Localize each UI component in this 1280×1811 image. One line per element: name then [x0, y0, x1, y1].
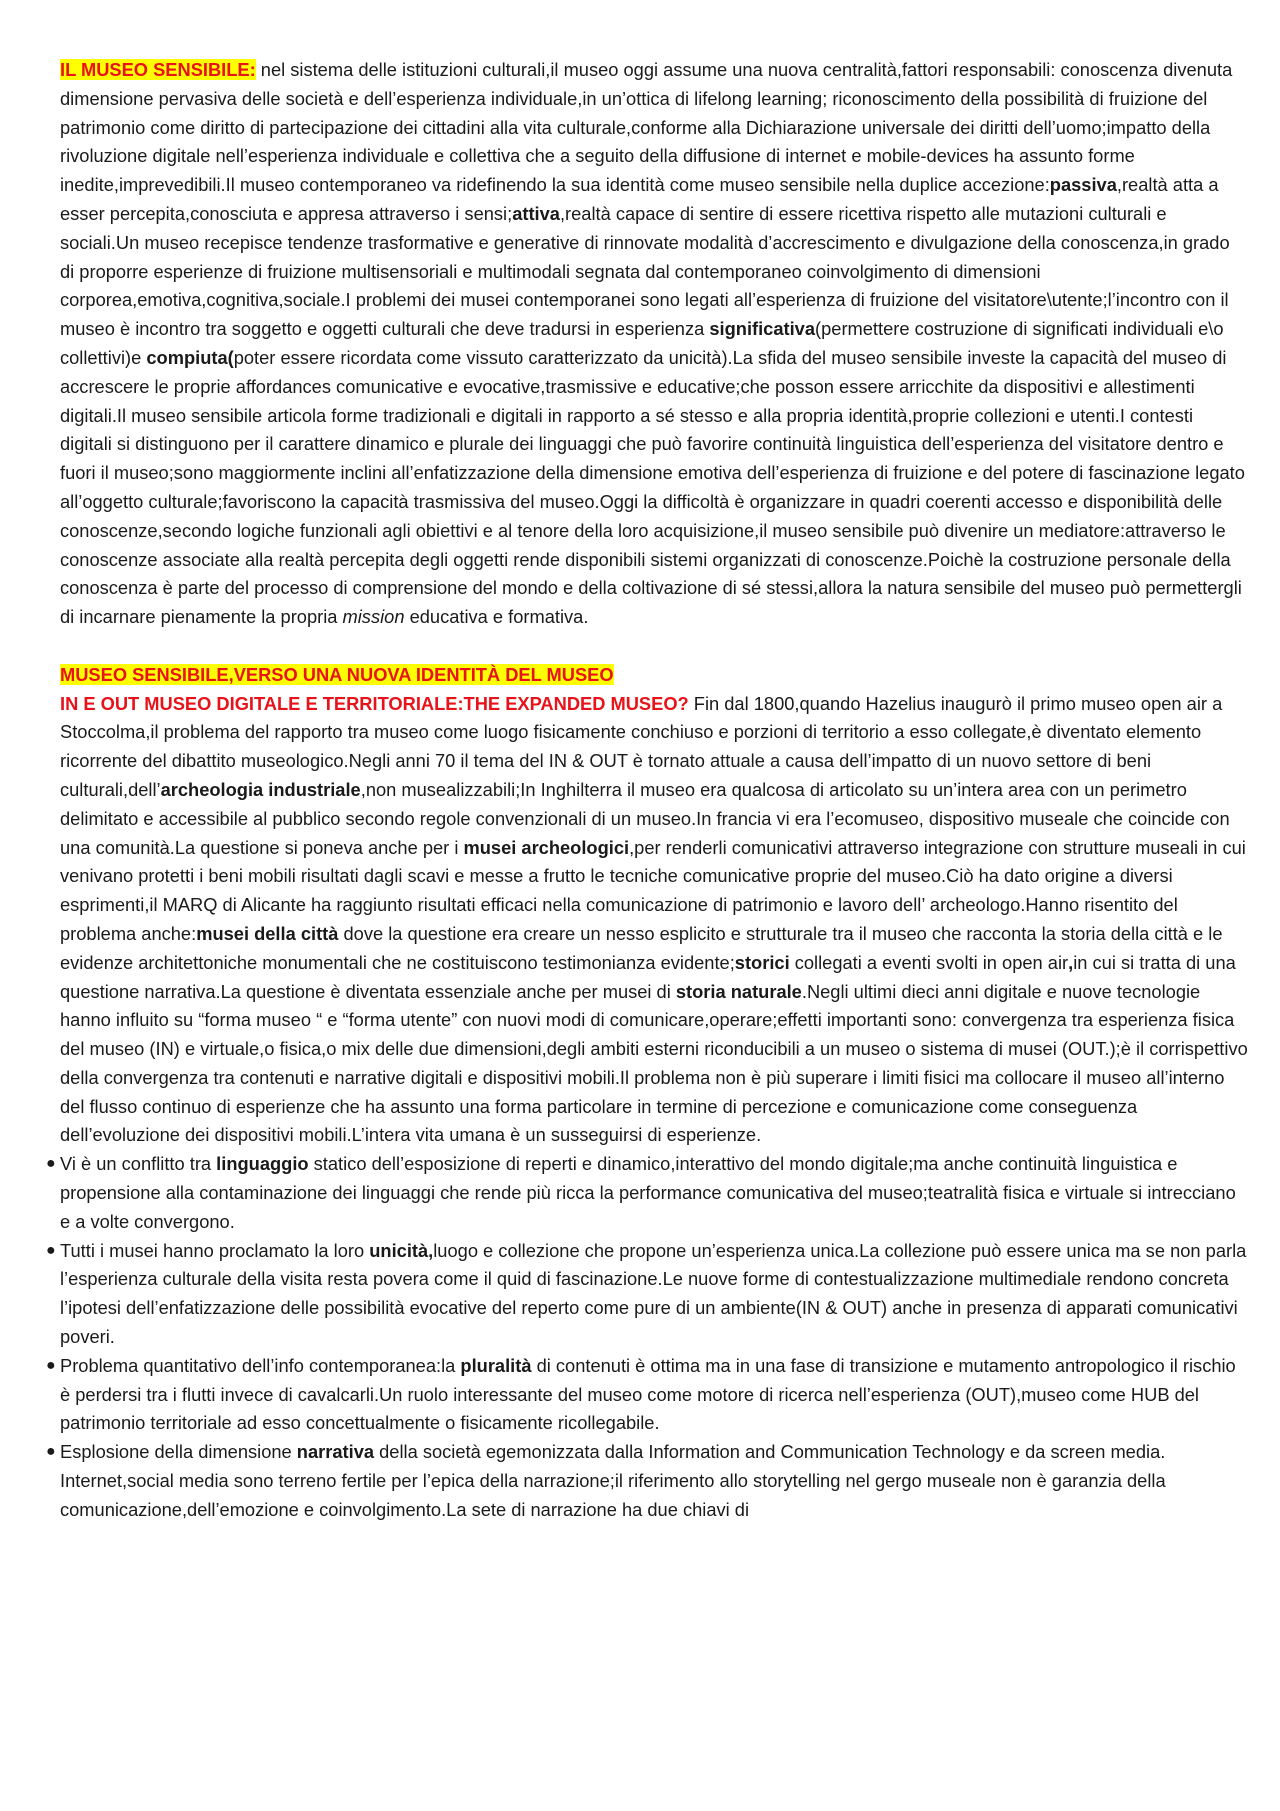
- text-run: ,per renderli comunicativi attraverso integrazione con strutture museali in cui venivano protetti i beni mobili risultati dagli scavi e messe a frutto le tecniche comunicative proprie del museo.Ciò ha dato origine a diversi esprimenti,il MARQ di Alicante ha raggiunto risultati efficaci nella comunicazione di patrimonio e lavoro dell’ archeologo.Hanno risentito del problema anche:: [60, 836, 1246, 944]
- bold-term: attiva: [512, 202, 560, 224]
- text-run: ,realtà atta a esser percepita,conosciuta e appresa attraverso i sensi;: [60, 174, 1219, 224]
- text-run: in cui si tratta di una questione narrativa.La questione è diventata essenziale anche per musei di: [60, 951, 1236, 1002]
- bold-term: compiuta(: [146, 346, 234, 368]
- document-page: [46, 56, 1248, 1525]
- bold-term: narrativa: [296, 1441, 375, 1463]
- list-item: [46, 1352, 1248, 1438]
- text-run: ,realtà capace di sentire di essere ricettiva rispetto alle mutazioni culturali e sociali.Un museo recepisce tendenze trasformative e generative di rinnovate modalità d’accrescimento e divulgazione della conoscenza,in grado di proporre esperienze di fruizione multisensoriali e multimodali segnata dal contemporaneo coinvolgimento di dimensioni corporea,emotiva,cognitiva,sociale.I problemi dei musei contemporanei sono legati all’esperienza di fruizione del visitatore\utente;l’incontro con il museo è incontro tra soggetto e oggetti culturali che deve tradursi in esperienza: [60, 202, 1230, 340]
- text-run: della società egemonizzata dalla Information and Communication Technology e da screen media. Internet,social media sono terreno fertile per l’epica della narrazione;il riferimento allo storytelling nel gergo museale non è garanzia della comunicazione,dell’emozione e coinvolgimento.La sete di narrazione ha due chiavi di: [60, 1441, 1166, 1520]
- text-run: poter essere ricordata come vissuto caratterizzato da unicità).La sfida del museo sensibile investe la capacità del museo di accrescere le proprie affordances comunicative e evocative,trasmissive e educative;che posson essere arricchite da dispositivi e allestimenti digitali.Il museo sensibile articola forme tradizionali e digitali in rapporto a sé stesso e alla propria identità,proprie collezioni e utenti.I contesti digitali si distinguono per il carattere dinamico e plurale dei linguaggi che può favorire continuità linguistica dell’esperienza del visitatore dentro e fuori il museo;sono maggiormente inclini all’enfatizzazione della dimensione emotiva dell’esperienza di fruizione e del potere di fascinazione legato all’oggetto culturale;favoriscono la capacità trasmissiva del museo.Oggi la difficoltà è organizzare in quadri coerenti accesso e disponibilità delle conoscenze,secondo logiche funzionali agli obiettivi e al tenore della loro acquisizione,il museo sensibile può divenire un mediatore:attraverso le conoscenze associate alla realtà percepita degli oggetti rende disponibili sistemi organizzati di conoscenze.Poichè la costruzione personale della conoscenza è parte del processo di comprensione del mondo e della coltivazione di sé stessi,allora la natura sensibile del museo può permettergli di incarnare pienamente la propria: [60, 346, 1245, 628]
- list-item: [46, 1438, 1248, 1524]
- bold-term: passiva: [1049, 174, 1117, 196]
- text-run: (permettere costruzione di significati individuali e\o collettivi)e: [60, 318, 1224, 368]
- section-heading-2-line: [60, 661, 1248, 690]
- bullet-icon: ●: [46, 1443, 56, 1461]
- paragraph-museo-sensibile: [60, 56, 1248, 632]
- text-run: dove la questione era creare un nesso esplicito e strutturale tra il museo che racconta la storia della città e le evidenze architettoniche monumentali che ne costituiscono testimonianza evidente;: [60, 922, 1223, 973]
- bullet-icon: ●: [46, 1155, 56, 1173]
- text-run: di contenuti è ottima ma in una fase di transizione e mutamento antropologico il rischio è perdersi tra i flutti invece di cavalcarli.Un ruolo interessante del museo come motore di ricerca nell’esperienza (OUT),museo come HUB del patrimonio territoriale ad esso concettualmente o fisicamente ricollegabile.: [60, 1354, 1236, 1434]
- bold-term: storici: [734, 951, 790, 973]
- text-run: Tutti i musei hanno proclamato la loro: [60, 1239, 370, 1261]
- bullet-icon: ●: [46, 1356, 56, 1374]
- section-heading: MUSEO SENSIBILE,VERSO UNA NUOVA IDENTITÀ DEL MUSEO: [60, 663, 614, 685]
- text-run: ,non musealizzabili;In Inghilterra il museo era qualcosa di articolato su un’intera area con un perimetro delimitato e accessibile al pubblico secondo regole convenzionali di un museo.In francia vi era l’ecomuseo, dispositivo museale che coincide con una comunità.La questione si poneva anche per i: [60, 778, 1230, 858]
- bold-term: archeologia industriale: [160, 778, 361, 800]
- bold-term: unicità,: [369, 1239, 434, 1261]
- bold-term: linguaggio: [216, 1153, 309, 1175]
- bullet-icon: ●: [46, 1241, 56, 1259]
- italic-term: mission: [342, 606, 405, 628]
- text-run: Vi è un conflitto tra: [60, 1153, 217, 1175]
- paragraph-expanded-museo: [60, 690, 1248, 1151]
- text-run: Problema quantitativo dell’info contemporanea:la: [60, 1354, 461, 1376]
- text-run: luogo e collezione che propone un’esperienza unica.La collezione può essere unica ma se non parla l’esperienza culturale della visita resta povera come il quid di fascinazione.Le nuove forme di contestualizzazione multimediale rendono concreta l’ipotesi dell’enfatizzazione delle possibilità evocative del reperto come pure di un ambiente(IN & OUT) anche in presenza di apparati comunicativi poveri.: [60, 1239, 1247, 1348]
- bold-term: ,: [1068, 951, 1074, 973]
- bold-term: storia naturale: [675, 980, 802, 1002]
- spacer: [60, 632, 1248, 661]
- section-heading: IL MUSEO SENSIBILE:: [60, 59, 256, 80]
- text-run: .Negli ultimi dieci anni digitale e nuove tecnologie hanno influito su “forma museo “ e “forma utente” con nuovi modi di comunicare,operare;effetti importanti sono: convergenza tra esperienza fisica del museo (IN) e virtuale,o fisica,o mix delle due dimensioni,degli ambiti esterni riconducibili a un museo o sistema di musei (OUT.);è il corrispettivo della convergenza tra contenuti e narrative digitali e dispositivi mobili.Il problema non è più superare i limiti fisici ma collocare il museo all’interno del flusso continuo di esperienze che ha assunto una forma particolare in termine di percezione e comunicazione come conseguenza dell’evoluzione dei dispositivi mobili.L’intera vita umana è un susseguirsi di esperienze.: [60, 980, 1248, 1146]
- section-subheading: IN E OUT MUSEO DIGITALE E TERRITORIALE:THE EXPANDED MUSEO?: [60, 692, 689, 714]
- text-run: Fin dal 1800,quando Hazelius inaugurò il primo museo open air a Stoccolma,il problema del rapporto tra museo come luogo fisicamente conchiuso e porzioni di territorio a esso collegate,è diventato elemento ricorrente del dibattito museologico.Negli anni 70 il tema del IN & OUT è tornato attuale a causa dell’impatto di un nuovo settore di beni culturali,dell’: [60, 692, 1223, 800]
- list-item: [46, 1237, 1248, 1352]
- bold-term: musei archeologici: [463, 836, 630, 858]
- bold-term: significativa: [709, 318, 816, 340]
- bullet-list: [46, 1150, 1248, 1524]
- text-run: educativa e formativa.: [404, 606, 589, 628]
- list-item: [46, 1150, 1248, 1236]
- text-run: collegati a eventi svolti in open air: [789, 951, 1069, 973]
- text-run: Esplosione della dimensione: [60, 1441, 297, 1463]
- bold-term: pluralità: [460, 1354, 532, 1376]
- bold-term: musei della città: [196, 922, 339, 944]
- text-run: statico dell’esposizione di reperti e dinamico,interattivo del mondo digitale;ma anche continuità linguistica e propensione alla contaminazione dei linguaggi che rende più ricca la performance comunicativa del museo;teatralità fisica e virtuale si intrecciano e a volte convergono.: [60, 1153, 1236, 1232]
- text-run: nel sistema delle istituzioni culturali,il museo oggi assume una nuova centralità,fattori responsabili: conoscenza divenuta dimensione pervasiva delle società e dell’esperienza individuale,in un’ottica di lifelong learning; riconoscimento della possibilità di fruizione del patrimonio come diritto di partecipazione dei cittadini alla vita culturale,conforme alla Dichiarazione universale dei diritti dell’uomo;impatto della rivoluzione digitale nell’esperienza individuale e collettiva che a seguito della diffusione di internet e mobile-devices ha assunto forme inedite,imprevedibili.Il museo contemporaneo va ridefinendo la sua identità come museo sensibile nella duplice accezione:: [60, 59, 1233, 196]
